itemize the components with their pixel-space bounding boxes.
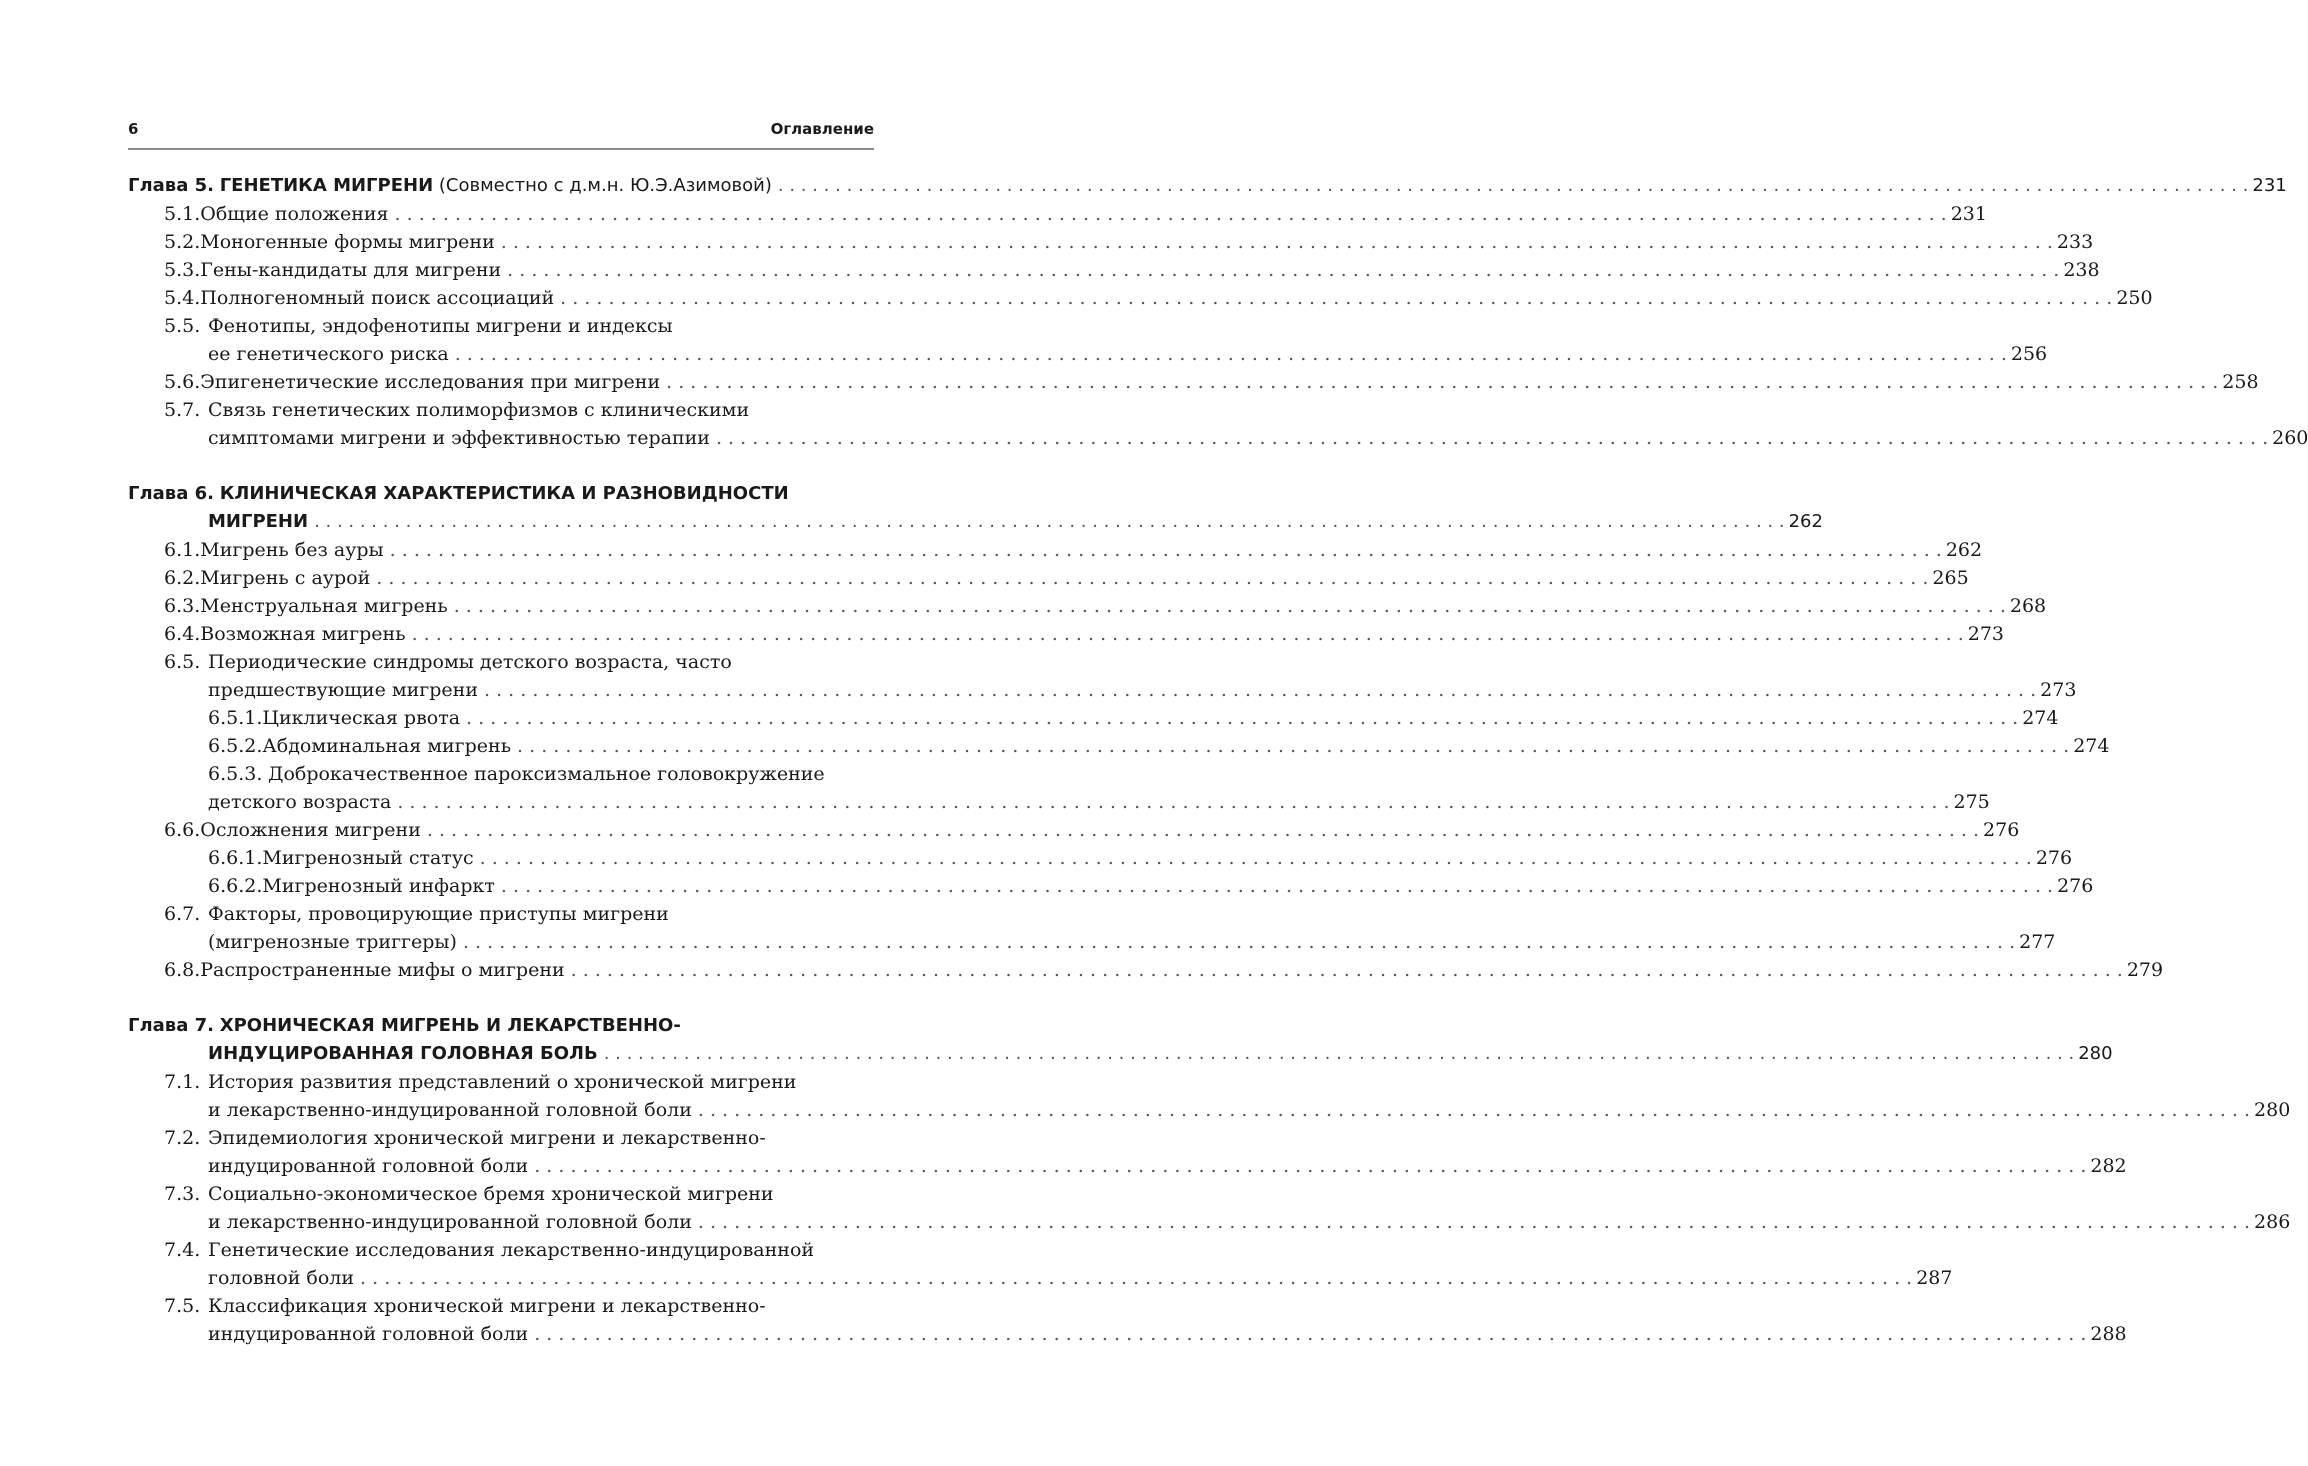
page-ref: 274 — [2073, 735, 2110, 757]
chapter-title: ХРОНИЧЕСКАЯ МИГРЕНЬ И ЛЕКАРСТВЕННО- — [219, 1015, 681, 1036]
section-title: Классификация хронической мигрени и лекарственно- — [208, 1295, 766, 1317]
section-title: Общие положения — [200, 203, 389, 225]
toc-entry-6-5-1 — [128, 704, 2059, 732]
section-number: 5.2. — [164, 231, 201, 253]
section-title: Эпигенетические исследования при мигрени — [200, 371, 661, 393]
chapter-title: ГЕНЕТИКА МИГРЕНИ — [219, 175, 434, 196]
page-ref: 276 — [2057, 875, 2094, 897]
leader-dots: . . . . . . . . . . . . . . . . . . . . . . . . . . . . . . . . . . . . . . . . . . . . . . . . . . . . . . . . . . . . . . . . . . . . . . . . . . . . . . . . . . . . . . . . . . . . . . . . . . . . . . . . . . . . . . . . . . . . . . . . . . . . . . . . . — [697, 1211, 2251, 1233]
leader-dots: . . . . . . . . . . . . . . . . . . . . . . . . . . . . . . . . . . . . . . . . . . . . . . . . . . . . . . . . . . . . . . . . . . . . . . . . . . . . . . . . . . . . . . . . . . . . . . . . . . . . . . . . . . . . . . . . . . . . . . . . . . . . . . . . . — [507, 259, 2060, 281]
toc-entry-5-4 — [128, 284, 2153, 312]
page-ref: 273 — [1967, 623, 2004, 645]
leader-dots: . . . . . . . . . . . . . . . . . . . . . . . . . . . . . . . . . . . . . . . . . . . . . . . . . . . . . . . . . . . . . . . . . . . . . . . . . . . . . . . . . . . . . . . . . . . . . . . . . . . . . . . . . . . . . . . . . . . . . . . . . . . . . . . . . — [426, 819, 1980, 841]
leader-dots: . . . . . . . . . . . . . . . . . . . . . . . . . . . . . . . . . . . . . . . . . . . . . . . . . . . . . . . . . . . . . . . . . . . . . . . . . . . . . . . . . . . . . . . . . . . . . . . . . . . . . . . . . . . . . . . . . . . . . . . . . . . . . . . . . — [394, 203, 1947, 225]
page-ref: 279 — [2126, 959, 2164, 981]
toc-entry-7-1 — [128, 1068, 870, 1096]
toc-entry-5-2 — [128, 228, 2094, 256]
toc-entry-5-6 — [128, 368, 2259, 396]
section-title-cont: предшествующие мигрени — [208, 679, 478, 701]
toc-entry-6-5-2 — [128, 732, 2110, 760]
section-title-cont: индуцированной головной боли — [208, 1155, 529, 1177]
leader-dots: . . . . . . . . . . . . . . . . . . . . . . . . . . . . . . . . . . . . . . . . . . . . . . . . . . . . . . . . . . . . . . . . . . . . . . . . . . . . . . . . . . . . . . . . . . . . . . . . . . . . . . . . . . . . . . . . . . . . . . . . . . . . . . . . . — [397, 791, 1950, 813]
section-number: 7.2. — [164, 1127, 201, 1149]
leader-dots: . . . . . . . . . . . . . . . . . . . . . . . . . . . . . . . . . . . . . . . . . . . . . . . . . . . . . . . . . . . . . . . . . . . . . . . . . . . . . . . . . . . . . . . . . . . . . . . . . . . . . . . . . . . . . . . . . . . . . . . . . . . . . . . . . — [484, 679, 2037, 701]
leader-dots: . . . . . . . . . . . . . . . . . . . . . . . . . . . . . . . . . . . . . . . . . . . . . . . . . . . . . . . . . . . . . . . . . . . . . . . . . . . . . . . . . . . . . . . . . . . . . . . . . . . . . . . . . . . . . . . . . . . . . . . . . . . . . . . . . — [453, 595, 2006, 617]
leader-dots: . . . . . . . . . . . . . . . . . . . . . . . . . . . . . . . . . . . . . . . . . . . . . . . . . . . . . . . . . . . . . . . . . . . . . . . . . . . . . . . . . . . . . . . . . . . . . . . . . . . . . . . . . . . . . . . . . . . . . . . . . . . . . . . . . — [500, 875, 2054, 897]
page-ref: 276 — [1983, 819, 2020, 841]
leader-dots: . . . . . . . . . . . . . . . . . . . . . . . . . . . . . . . . . . . . . . . . . . . . . . . . . . . . . . . . . . . . . . . . . . . . . . . . . . . . . . . . . . . . . . . . . . . . . . . . . . . . . . . . . . . . . . . . . . . . . . . . . . . . . . . . . — [534, 1323, 2087, 1345]
toc-entry-7-4-cont — [128, 1264, 1953, 1292]
page-ref: 277 — [2019, 931, 2056, 953]
section-number: 6.5.1. — [208, 707, 263, 729]
section-title-cont: ее генетического риска — [208, 343, 449, 365]
section-number: 6.5. — [164, 651, 201, 673]
leader-dots: . . . . . . . . . . . . . . . . . . . . . . . . . . . . . . . . . . . . . . . . . . . . . . . . . . . . . . . . . . . . . . . . . . . . . . . . . . . . . . . . . . . . . . . . . . . . . . . . . . . . . . . . . . . . . . . . . . . . . . . . . . . . . . . . . — [517, 735, 2070, 757]
page-ref: 268 — [2009, 595, 2047, 617]
leader-dots: . . . . . . . . . . . . . . . . . . . . . . . . . . . . . . . . . . . . . . . . . . . . . . . . . . . . . . . . . . . . . . . . . . . . . . . . . . . . . . . . . . . . . . . . . . . . . . . . . . . . . . . . . . . . . . . . . . . . . . . . . . . . . . . . . — [500, 231, 2053, 253]
toc-entry-6-5-3-cont — [128, 788, 1990, 816]
toc-entry-5-5 — [128, 312, 870, 340]
leader-dots: . . . . . . . . . . . . . . . . . . . . . . . . . . . . . . . . . . . . . . . . . . . . . . . . . . . . . . . . . . . . . . . . . . . . . . . . . . . . . . . . . . . . . . . . . . . . . . . . . . . . . . . . . . . . . . . . . . . . . . . . . . . . . . . . . — [314, 511, 1785, 532]
toc-entry-6-4 — [128, 620, 2004, 648]
leader-dots: . . . . . . . . . . . . . . . . . . . . . . . . . . . . . . . . . . . . . . . . . . . . . . . . . . . . . . . . . . . . . . . . . . . . . . . . . . . . . . . . . . . . . . . . . . . . . . . . . . . . . . . . . . . . . . . . . . . . . . . . . . . . . . . . . — [777, 175, 2249, 196]
section-number: 6.4. — [164, 623, 201, 645]
section-number: 5.6. — [164, 371, 201, 393]
toc-entry-6-6-2 — [128, 872, 2094, 900]
section-title: Связь генетических полиморфизмов с клиническими — [208, 399, 750, 421]
section-title: Мигрень без ауры — [200, 539, 384, 561]
page-ref: 231 — [2252, 175, 2287, 196]
section-number: 7.1. — [164, 1071, 201, 1093]
page-ref: 280 — [2078, 1043, 2113, 1064]
page-ref: 273 — [2040, 679, 2077, 701]
section-title: История развития представлений о хронической мигрени — [208, 1071, 797, 1093]
page-ref: 262 — [1945, 539, 1983, 561]
section-number: 7.5. — [164, 1295, 201, 1317]
leader-dots: . . . . . . . . . . . . . . . . . . . . . . . . . . . . . . . . . . . . . . . . . . . . . . . . . . . . . . . . . . . . . . . . . . . . . . . . . . . . . . . . . . . . . . . . . . . . . . . . . . . . . . . . . . . . . . . . . . . . . . . . . . . . . . . . . — [697, 1099, 2251, 1121]
spacer — [128, 452, 870, 480]
page-ref: 276 — [2035, 847, 2073, 869]
toc-chapter-7 — [128, 1012, 870, 1040]
toc-chapter-5 — [128, 172, 2287, 200]
chapter-title-cont: МИГРЕНИ — [208, 511, 309, 532]
page-number: 6 — [128, 120, 139, 138]
toc-entry-7-5 — [128, 1292, 870, 1320]
section-title: Доброкачественное пароксизмальное головокружение — [268, 763, 825, 785]
page-ref: 258 — [2222, 371, 2259, 393]
page-ref: 250 — [2116, 287, 2153, 309]
section-number: 6.6. — [164, 819, 201, 841]
section-title: Мигренозный статус — [262, 847, 474, 869]
leader-dots: . . . . . . . . . . . . . . . . . . . . . . . . . . . . . . . . . . . . . . . . . . . . . . . . . . . . . . . . . . . . . . . . . . . . . . . . . . . . . . . . . . . . . . . . . . . . . . . . . . . . . . . . . . . . . . . . . . . . . . . . . . . . . . . . . — [479, 847, 2032, 869]
section-title: Циклическая рвота — [262, 707, 461, 729]
toc-entry-7-4 — [128, 1236, 870, 1264]
chapter-label: Глава 6. — [128, 483, 214, 504]
section-number: 6.2. — [164, 567, 201, 589]
section-number: 6.5.3. — [208, 763, 263, 785]
section-title: Мигрень с аурой — [200, 567, 371, 589]
chapter-note: (Совместно с д.м.н. Ю.Э.Азимовой) — [438, 175, 772, 196]
section-number: 6.7. — [164, 903, 201, 925]
leader-dots: . . . . . . . . . . . . . . . . . . . . . . . . . . . . . . . . . . . . . . . . . . . . . . . . . . . . . . . . . . . . . . . . . . . . . . . . . . . . . . . . . . . . . . . . . . . . . . . . . . . . . . . . . . . . . . . . . . . . . . . . . . . . . . . . . — [466, 707, 2019, 729]
section-number: 5.5. — [164, 315, 201, 337]
section-title: Факторы, провоцирующие приступы мигрени — [208, 903, 669, 925]
section-title-cont: (мигренозные триггеры) — [208, 931, 457, 953]
running-header — [128, 118, 874, 150]
toc-entry-6-7-cont — [128, 928, 2056, 956]
leader-dots: . . . . . . . . . . . . . . . . . . . . . . . . . . . . . . . . . . . . . . . . . . . . . . . . . . . . . . . . . . . . . . . . . . . . . . . . . . . . . . . . . . . . . . . . . . . . . . . . . . . . . . . . . . . . . . . . . . . . . . . . . . . . . . . . . — [666, 371, 2219, 393]
section-number: 5.4. — [164, 287, 201, 309]
section-number: 7.3. — [164, 1183, 201, 1205]
toc-entry-7-3-cont — [128, 1208, 2291, 1236]
section-title: Социально-экономическое бремя хронической мигрени — [208, 1183, 774, 1205]
spacer — [128, 984, 870, 1012]
page-ref: 286 — [2254, 1211, 2291, 1233]
section-title-cont: и лекарственно-индуцированной головной боли — [208, 1099, 692, 1121]
toc-chapter-6-cont — [128, 508, 1823, 536]
toc-entry-5-1 — [128, 200, 1987, 228]
leader-dots: . . . . . . . . . . . . . . . . . . . . . . . . . . . . . . . . . . . . . . . . . . . . . . . . . . . . . . . . . . . . . . . . . . . . . . . . . . . . . . . . . . . . . . . . . . . . . . . . . . . . . . . . . . . . . . . . . . . . . . . . . . . . . . . . . — [376, 567, 1929, 589]
toc-entry-7-3 — [128, 1180, 870, 1208]
toc-entry-6-5-cont — [128, 676, 2077, 704]
section-title: Осложнения мигрени — [200, 819, 421, 841]
section-number: 5.7. — [164, 399, 201, 421]
toc-entry-6-8 — [128, 956, 2164, 984]
section-title: Мигренозный инфаркт — [262, 875, 495, 897]
section-number: 5.1. — [164, 203, 201, 225]
toc-entry-5-3 — [128, 256, 2100, 284]
page-ref: 282 — [2090, 1155, 2127, 1177]
section-title-cont: головной боли — [208, 1267, 355, 1289]
toc-entry-6-5-3 — [128, 760, 870, 788]
section-number: 6.8. — [164, 959, 201, 981]
section-title: Моногенные формы мигрени — [200, 231, 495, 253]
chapter-label: Глава 5. — [128, 175, 214, 196]
page-ref: 275 — [1953, 791, 1990, 813]
toc-entry-6-7 — [128, 900, 870, 928]
page-ref: 274 — [2022, 707, 2059, 729]
leader-dots: . . . . . . . . . . . . . . . . . . . . . . . . . . . . . . . . . . . . . . . . . . . . . . . . . . . . . . . . . . . . . . . . . . . . . . . . . . . . . . . . . . . . . . . . . . . . . . . . . . . . . . . . . . . . . . . . . . . . . . . . . . . . . . . . . — [454, 343, 2007, 365]
chapter-title-cont: ИНДУЦИРОВАННАЯ ГОЛОВНАЯ БОЛЬ — [208, 1043, 598, 1064]
section-title: Генетические исследования лекарственно-индуцированной — [208, 1239, 815, 1261]
section-title: Возможная мигрень — [200, 623, 406, 645]
section-title: Абдоминальная мигрень — [262, 735, 512, 757]
leader-dots: . . . . . . . . . . . . . . . . . . . . . . . . . . . . . . . . . . . . . . . . . . . . . . . . . . . . . . . . . . . . . . . . . . . . . . . . . . . . . . . . . . . . . . . . . . . . . . . . . . . . . . . . . . . . . . . . . . . . . . . . . . . . . . . . . — [603, 1043, 2075, 1064]
toc-entry-7-1-cont — [128, 1096, 2291, 1124]
page-ref: 262 — [1788, 511, 1823, 532]
toc-entry-6-6 — [128, 816, 2020, 844]
section-title: Полногеномный поиск ассоциаций — [200, 287, 555, 309]
page-ref: 233 — [2056, 231, 2094, 253]
section-title-cont: индуцированной головной боли — [208, 1323, 529, 1345]
leader-dots: . . . . . . . . . . . . . . . . . . . . . . . . . . . . . . . . . . . . . . . . . . . . . . . . . . . . . . . . . . . . . . . . . . . . . . . . . . . . . . . . . . . . . . . . . . . . . . . . . . . . . . . . . . . . . . . . . . . . . . . . . . . . . . . . . — [715, 427, 2269, 449]
toc-entry-6-6-1 — [128, 844, 2073, 872]
toc-entry-6-2 — [128, 564, 1969, 592]
section-title: Фенотипы, эндофенотипы мигрени и индексы — [208, 315, 673, 337]
leader-dots: . . . . . . . . . . . . . . . . . . . . . . . . . . . . . . . . . . . . . . . . . . . . . . . . . . . . . . . . . . . . . . . . . . . . . . . . . . . . . . . . . . . . . . . . . . . . . . . . . . . . . . . . . . . . . . . . . . . . . . . . . . . . . . . . . — [570, 959, 2123, 981]
section-number: 6.6.2. — [208, 875, 263, 897]
chapter-label: Глава 7. — [128, 1015, 214, 1036]
section-number: 5.3. — [164, 259, 201, 281]
page-ref: 265 — [1932, 567, 1969, 589]
section-title: Менструальная мигрень — [200, 595, 448, 617]
leader-dots: . . . . . . . . . . . . . . . . . . . . . . . . . . . . . . . . . . . . . . . . . . . . . . . . . . . . . . . . . . . . . . . . . . . . . . . . . . . . . . . . . . . . . . . . . . . . . . . . . . . . . . . . . . . . . . . . . . . . . . . . . . . . . . . . . — [560, 287, 2113, 309]
page-ref: 280 — [2254, 1099, 2291, 1121]
page-ref: 256 — [2010, 343, 2048, 365]
section-number: 6.1. — [164, 539, 201, 561]
section-title: Эпидемиология хронической мигрени и лекарственно- — [208, 1127, 766, 1149]
section-title: Распространенные мифы о мигрени — [200, 959, 565, 981]
leader-dots: . . . . . . . . . . . . . . . . . . . . . . . . . . . . . . . . . . . . . . . . . . . . . . . . . . . . . . . . . . . . . . . . . . . . . . . . . . . . . . . . . . . . . . . . . . . . . . . . . . . . . . . . . . . . . . . . . . . . . . . . . . . . . . . . . — [462, 931, 2016, 953]
section-title-cont: симптомами мигрени и эффективностью терапии — [208, 427, 710, 449]
page-ref: 288 — [2090, 1323, 2127, 1345]
toc-entry-7-5-cont — [128, 1320, 2127, 1348]
page-ref: 260 — [2272, 427, 2308, 449]
section-number: 6.5.2. — [208, 735, 263, 757]
running-title: Оглавление — [770, 120, 874, 138]
toc-entry-5-5-cont — [128, 340, 2048, 368]
leader-dots: . . . . . . . . . . . . . . . . . . . . . . . . . . . . . . . . . . . . . . . . . . . . . . . . . . . . . . . . . . . . . . . . . . . . . . . . . . . . . . . . . . . . . . . . . . . . . . . . . . . . . . . . . . . . . . . . . . . . . . . . . . . . . . . . . — [360, 1267, 1913, 1289]
page-ref: 287 — [1916, 1267, 1953, 1289]
page-ref: 231 — [1950, 203, 1987, 225]
toc-entry-5-7-cont — [128, 424, 2308, 452]
section-title: Гены-кандидаты для мигрени — [200, 259, 502, 281]
toc-entry-6-3 — [128, 592, 2047, 620]
leader-dots: . . . . . . . . . . . . . . . . . . . . . . . . . . . . . . . . . . . . . . . . . . . . . . . . . . . . . . . . . . . . . . . . . . . . . . . . . . . . . . . . . . . . . . . . . . . . . . . . . . . . . . . . . . . . . . . . . . . . . . . . . . . . . . . . . — [389, 539, 1942, 561]
toc-entry-6-1 — [128, 536, 1983, 564]
table-of-contents — [128, 172, 2308, 1348]
section-number: 6.6.1. — [208, 847, 263, 869]
leader-dots: . . . . . . . . . . . . . . . . . . . . . . . . . . . . . . . . . . . . . . . . . . . . . . . . . . . . . . . . . . . . . . . . . . . . . . . . . . . . . . . . . . . . . . . . . . . . . . . . . . . . . . . . . . . . . . . . . . . . . . . . . . . . . . . . . — [411, 623, 1964, 645]
section-title-cont: детского возраста — [208, 791, 392, 813]
section-title: Периодические синдромы детского возраста, часто — [208, 651, 732, 673]
toc-entry-7-2-cont — [128, 1152, 2127, 1180]
toc-entry-5-7 — [128, 396, 870, 424]
toc-chapter-6 — [128, 480, 870, 508]
toc-entry-7-2 — [128, 1124, 870, 1152]
toc-entry-6-5 — [128, 648, 870, 676]
section-number: 6.3. — [164, 595, 201, 617]
leader-dots: . . . . . . . . . . . . . . . . . . . . . . . . . . . . . . . . . . . . . . . . . . . . . . . . . . . . . . . . . . . . . . . . . . . . . . . . . . . . . . . . . . . . . . . . . . . . . . . . . . . . . . . . . . . . . . . . . . . . . . . . . . . . . . . . . — [534, 1155, 2087, 1177]
section-number: 7.4. — [164, 1239, 201, 1261]
section-title-cont: и лекарственно-индуцированной головной боли — [208, 1211, 692, 1233]
page-ref: 238 — [2063, 259, 2100, 281]
toc-chapter-7-cont — [128, 1040, 2113, 1068]
chapter-title: КЛИНИЧЕСКАЯ ХАРАКТЕРИСТИКА И РАЗНОВИДНОСТИ — [219, 483, 789, 504]
